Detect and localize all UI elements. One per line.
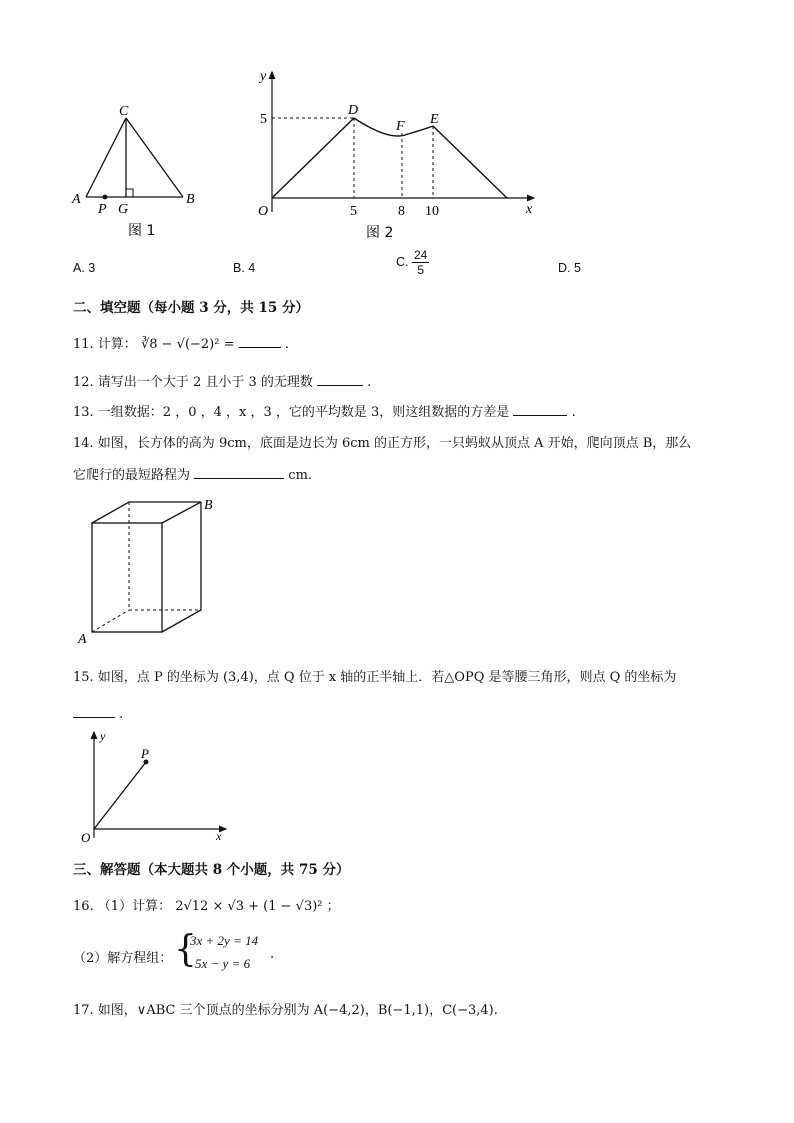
point-e-label: E — [430, 112, 439, 127]
label-g: G — [118, 202, 129, 217]
choice-c-numerator: 24 — [413, 248, 428, 262]
q11-expression: ∛8 − √(−2)² = — [140, 337, 235, 352]
question-12 — [73, 371, 371, 390]
q15-label-x: x — [216, 829, 222, 843]
label-a: A — [72, 192, 81, 207]
choice-b[interactable]: B. 4 — [233, 261, 256, 275]
point-d-label: D — [348, 103, 359, 118]
segment-od — [272, 118, 354, 198]
q15-label-y: y — [100, 729, 106, 743]
question-11 — [73, 333, 289, 352]
point-p-dot — [103, 195, 108, 200]
question-15-line-1: 15. 如图，点 P 的坐标为 (3,4)，点 Q 位于 x 轴的正半轴上．若△OPQ 是等腰三角形，则点 Q 的坐标为 — [73, 670, 677, 685]
cuboid-right-face — [162, 502, 201, 632]
cuboid-top-face — [92, 502, 201, 523]
q15-segment-op — [94, 762, 146, 829]
figure-2-caption: 图 2 — [366, 225, 394, 241]
q16-part2-prefix: （2）解方程组： — [73, 951, 173, 966]
q11-answer-blank[interactable] — [239, 335, 281, 348]
q12-text: 12. 请写出一个大于 2 且小于 3 的无理数 — [73, 375, 313, 390]
x-axis-label: x — [526, 202, 533, 217]
cuboid-figure — [70, 490, 230, 650]
q16-part1-expression: 2√12 × √3 + (1 − √3)² ； — [175, 899, 340, 914]
choice-c-denominator: 5 — [417, 263, 424, 277]
y-tick-5: 5 — [260, 112, 267, 127]
x-tick-5: 5 — [350, 204, 357, 219]
q12-end: . — [367, 375, 372, 390]
q15-label-p: P — [141, 746, 149, 761]
label-b: B — [186, 192, 195, 207]
q12-answer-blank[interactable] — [317, 373, 363, 386]
q16-end: . — [270, 947, 275, 962]
section-2-heading: 二、填空题（每小题 3 分，共 15 分） — [73, 300, 309, 316]
q15-label-o: O — [81, 830, 91, 845]
q13-answer-blank[interactable] — [513, 403, 567, 416]
question-15-line-2 — [73, 705, 123, 722]
choice-c-fraction — [412, 248, 429, 277]
q15-answer-blank[interactable] — [73, 705, 115, 718]
x-tick-8: 8 — [398, 204, 405, 219]
right-angle-mark — [126, 189, 133, 197]
q11-end: . — [284, 337, 289, 352]
question-14-line-2 — [73, 464, 312, 483]
question-14-line-1: 14. 如图，长方体的高为 9cm，底面是边长为 6cm 的正方形，一只蚂蚁从顶点 A 开始，爬向顶点 B，那么 — [73, 436, 692, 451]
cuboid-front-face — [92, 523, 162, 632]
cuboid-label-a: A — [78, 632, 87, 647]
figure-2-graph — [250, 62, 550, 246]
question-13 — [73, 401, 576, 420]
q15-end: . — [119, 707, 124, 722]
equation-2: 5x − y = 6 — [195, 956, 251, 971]
choice-c[interactable] — [396, 248, 429, 277]
choice-c-prefix: C. — [396, 254, 409, 269]
label-p: P — [98, 202, 107, 217]
q14-answer-blank[interactable] — [194, 466, 284, 479]
q14-prefix: 它爬行的最短路程为 — [73, 468, 191, 483]
triangle-side-cb — [126, 118, 183, 197]
segment-e-down — [433, 126, 507, 198]
y-axis-label: y — [260, 69, 267, 84]
origin-label: O — [258, 204, 269, 219]
choice-d[interactable]: D. 5 — [558, 261, 581, 275]
q13-end: . — [571, 405, 576, 420]
q16-part1-prefix: 16. （1）计算： — [73, 899, 172, 914]
choice-a[interactable]: A. 3 — [73, 261, 96, 275]
triangle-side-ac — [86, 118, 126, 197]
cuboid-hidden-bottom-left — [92, 610, 129, 632]
section-3-heading: 三、解答题（本大题共 8 个小题，共 75 分） — [73, 862, 350, 878]
q13-text: 13. 一组数据：2 ，0 ，4 ，x ，3 ，它的平均数是 3，则这组数据的方差是 — [73, 405, 510, 420]
label-c: C — [119, 104, 129, 119]
question-17: 17. 如图，∨ABC 三个顶点的坐标分别为 A(−4,2)，B(−1,1)，C(−3,4). — [73, 1003, 498, 1018]
figure-1-caption: 图 1 — [128, 223, 156, 239]
curve-dfe — [354, 118, 433, 136]
q15-coordinate-figure — [76, 726, 236, 850]
q11-prefix: 11. 计算： — [73, 337, 137, 352]
q14-unit: cm. — [288, 468, 313, 483]
cuboid-label-b: B — [204, 498, 213, 513]
question-16-part-2 — [73, 947, 172, 966]
figure-1-triangle — [66, 96, 216, 246]
equation-system-brace: { — [174, 929, 197, 970]
point-f-label: F — [396, 119, 405, 134]
question-16-part-1 — [73, 895, 340, 914]
x-tick-10: 10 — [425, 204, 439, 219]
equation-1: 3x + 2y = 14 — [190, 933, 259, 948]
